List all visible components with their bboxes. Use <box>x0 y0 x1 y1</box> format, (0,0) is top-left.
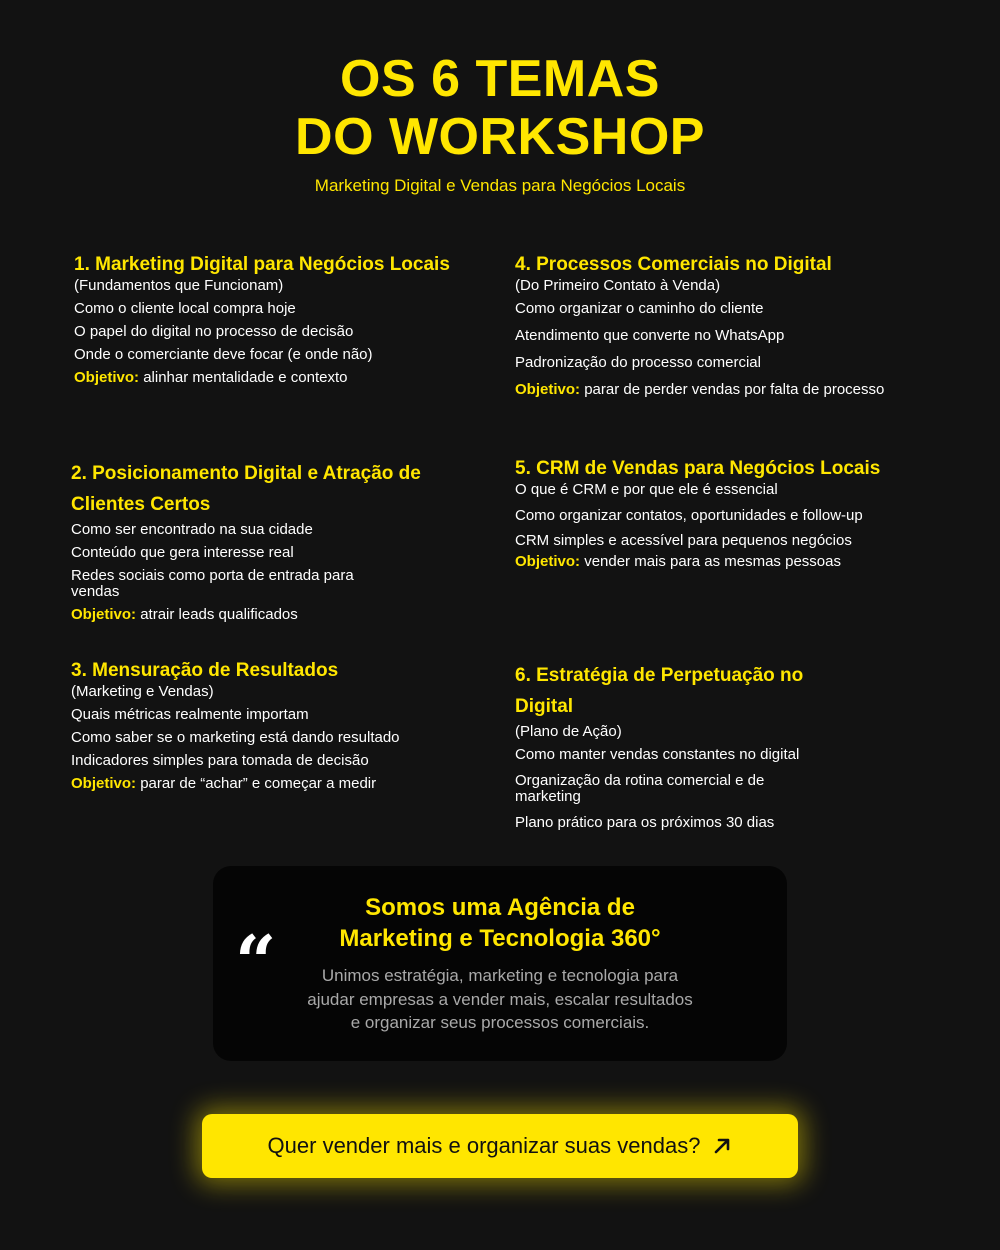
agency-text-line-1: Unimos estratégia, marketing e tecnologia para <box>321 966 679 985</box>
agency-heading-line-1: Somos uma Agência de <box>365 894 635 921</box>
objective-text: alinhar mentalidade e contexto <box>143 369 348 386</box>
topic-title: 1. Marketing Digital para Negócios Locais <box>74 254 450 275</box>
topic-objective <box>515 382 895 398</box>
topic-objective <box>71 776 491 792</box>
objective-text: parar de perder vendas por falta de processo <box>584 381 885 398</box>
topic-item: CRM simples e acessível para pequenos negócios <box>515 532 852 549</box>
agency-text-line-3: e organizar seus processos comerciais. <box>350 1013 650 1032</box>
agency-heading <box>213 892 787 954</box>
page-subtitle: Marketing Digital e Vendas para Negócios Locais <box>314 176 686 195</box>
topic-item: O que é CRM e por que ele é essencial <box>515 481 778 498</box>
topic-item: O papel do digital no processo de decisão <box>74 323 354 340</box>
topic-item: Como o cliente local compra hoje <box>74 300 296 317</box>
topic-item: Quais métricas realmente importam <box>71 706 309 723</box>
topic-item: Indicadores simples para tomada de decisão <box>71 752 369 769</box>
title-line-1: OS 6 TEMAS <box>340 50 660 108</box>
objective-text: vender mais para as mesmas pessoas <box>584 553 841 570</box>
topic-item: (Fundamentos que Funcionam) <box>74 277 284 294</box>
topic-2 <box>71 458 491 630</box>
topic-item: Conteúdo que gera interesse real <box>71 544 294 561</box>
cta-label: Quer vender mais e organizar suas vendas? <box>267 1133 701 1158</box>
title-line-2: DO WORKSHOP <box>295 108 705 166</box>
objective-label: Objetivo: <box>515 381 581 398</box>
agency-heading-line-2: Marketing e Tecnologia 360° <box>339 925 661 952</box>
topic-title: 4. Processos Comerciais no Digital <box>515 254 832 275</box>
topic-title: 2. Posicionamento Digital e Atração de Clientes Certos <box>71 463 421 515</box>
topic-6 <box>515 660 935 838</box>
agency-card <box>213 866 787 1061</box>
page-title <box>0 50 1000 166</box>
agency-description <box>253 964 747 1035</box>
topic-item: (Plano de Ação) <box>515 723 622 740</box>
objective-label: Objetivo: <box>71 775 137 792</box>
topic-item: Padronização do processo comercial <box>515 354 761 371</box>
topic-1 <box>74 254 494 393</box>
objective-text: parar de “achar” e começar a medir <box>140 775 377 792</box>
topic-4 <box>515 254 935 405</box>
topic-title: 3. Mensuração de Resultados <box>71 660 339 681</box>
topic-objective <box>74 370 494 386</box>
topic-item: Como saber se o marketing está dando resultado <box>71 729 400 746</box>
topic-item: Plano prático para os próximos 30 dias <box>515 814 775 831</box>
topic-item: Como organizar o caminho do cliente <box>515 300 764 317</box>
cta-button[interactable] <box>202 1114 798 1178</box>
objective-label: Objetivo: <box>515 553 581 570</box>
topic-item: Como ser encontrado na sua cidade <box>71 521 313 538</box>
topic-item: Redes sociais como porta de entrada para vendas <box>71 567 354 600</box>
topic-item: Onde o comerciante deve focar (e onde não) <box>74 346 373 363</box>
topic-item: Como manter vendas constantes no digital <box>515 746 800 763</box>
quote-icon: “ <box>235 919 277 1004</box>
arrow-up-right-icon <box>712 1136 732 1156</box>
topic-item: Atendimento que converte no WhatsApp <box>515 327 785 344</box>
topic-item: Como organizar contatos, oportunidades e follow-up <box>515 507 863 524</box>
topic-5 <box>515 458 945 577</box>
topic-item: (Marketing e Vendas) <box>71 683 214 700</box>
topic-item: (Do Primeiro Contato à Venda) <box>515 277 721 294</box>
topic-item: Organização da rotina comercial e de marketing <box>515 772 765 805</box>
topic-title: 6. Estratégia de Perpetuação no Digital <box>515 665 804 717</box>
topic-objective <box>515 554 945 570</box>
agency-text-line-2: ajudar empresas a vender mais, escalar resultados <box>307 989 693 1009</box>
topic-title: 5. CRM de Vendas para Negócios Locais <box>515 458 881 479</box>
topic-objective <box>71 607 491 623</box>
objective-label: Objetivo: <box>71 606 137 623</box>
topic-3 <box>71 660 491 799</box>
objective-text: atrair leads qualificados <box>140 606 298 623</box>
objective-label: Objetivo: <box>74 369 140 386</box>
